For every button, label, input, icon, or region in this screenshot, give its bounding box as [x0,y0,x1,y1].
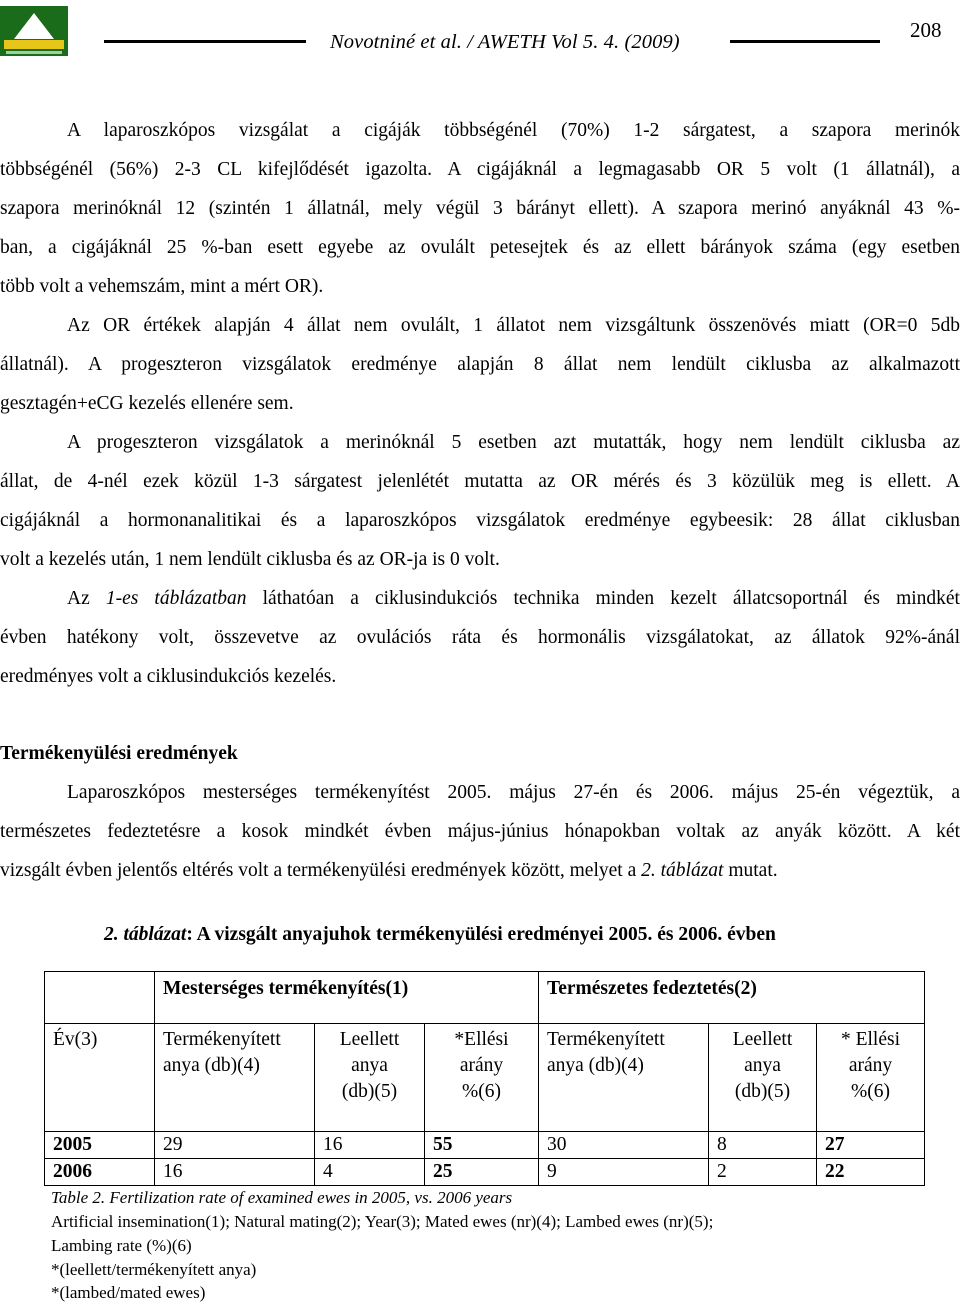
section-heading: Termékenyülési eredmények [0,743,238,764]
cell-nm-lambed [709,1132,817,1159]
body-line: gesztagén+eCG kezelés ellenére sem. [0,393,294,414]
cell-nm-lambed [709,1159,817,1186]
header-line: *Ellési [454,1029,509,1050]
group-header-ai-label: Mesterséges termékenyítés(1) [163,978,409,999]
body-line: volt a kezelés után, 1 nem lendült ciklusba és az OR-ja is 0 volt. [0,549,500,570]
cell-value: 25 [433,1161,453,1182]
body-line: többségénél (56%) 2-3 CL kifejlődését igazolta. A cigájáknál a legmagasabb OR 5 volt (1 állatnál), a [0,159,960,180]
body-line: természetes fedeztetésre a kosok mindkét évben május-június hónapokban voltak az anyák között. A két [0,821,960,842]
cell-year [45,1159,155,1186]
cell-value: 29 [163,1134,183,1155]
cell-nm-mated [539,1159,709,1186]
text-run: láthatóan a ciklusindukciós technika minden kezelt állatcsoportnál és mindkét [246,588,960,609]
body-line: ban, a cigájáknál 25 %-ban esett egyebe az ovulált petesejtek és az ellett bárányok száma (egy esetben [0,237,960,258]
col-header-nm-lambed [709,1024,817,1132]
cell-ai-mated [155,1132,315,1159]
cell-value: 16 [323,1134,343,1155]
col-header-year-label: Év(3) [53,1029,98,1050]
journal-logo [0,6,68,56]
cell-nm-rate [817,1132,925,1159]
logo-triangle-icon [14,13,54,39]
cell-ai-rate [425,1132,539,1159]
header-line: (db)(5) [341,1081,398,1102]
header-line: anya [744,1055,781,1076]
logo-band-icon [4,40,64,49]
journal-citation: Novotniné et al. / AWETH Vol 5. 4. (2009) [330,31,680,53]
group-header-ai [155,972,539,1024]
col-header-year [45,1024,155,1132]
cell-year [45,1132,155,1159]
body-line: állat, de 4-nél ezek közül 1-3 sárgatest jelenlétét mutatta az OR mérés és 3 közülük meg is ellett. A [0,471,960,492]
header-line: %(6) [851,1081,890,1102]
body-line: Az OR értékek alapján 4 állat nem ovulált, 1 állatot nem vizsgáltunk összenövés miatt (OR=0 5db [67,315,960,336]
cell-value: 2 [717,1161,727,1182]
col-header-ai-rate [425,1024,539,1132]
table-note-formula: *(leellett/termékenyített anya) [51,1260,257,1279]
table-note-title: Table 2. Fertilization rate of examined ewes in 2005, vs. 2006 years [51,1188,513,1207]
cell-value: 9 [547,1161,557,1182]
header-rule-right [730,40,880,43]
cell-ai-lambed [315,1132,425,1159]
header-line: Leellett [339,1029,400,1050]
cell-value: 2006 [53,1161,92,1182]
table-caption [104,924,776,946]
table-reference: 1-es táblázatban [105,588,247,609]
body-line: több volt a vehemszám, mint a mért OR). [0,276,324,297]
header-line: * Ellési [840,1029,901,1050]
cell-ai-rate [425,1159,539,1186]
cell-value: 30 [547,1134,567,1155]
body-line: A progeszteron vizsgálatok a merinóknál 5 esetben azt mutatták, hogy nem lendült ciklusba az [67,432,960,453]
header-line: anya [351,1055,388,1076]
table-note-legend: Lambing rate (%)(6) [51,1236,192,1255]
header-line: Termékenyített [547,1029,665,1050]
cell-value: 4 [323,1161,333,1182]
text-run: vizsgált évben jelentős eltérés volt a termékenyülési eredmények között, melyet a [0,860,642,881]
group-header-nm [539,972,925,1024]
body-line: állatnál). A progeszteron vizsgálatok eredménye alapján 8 állat nem lendült ciklusba az alkalmazott [0,354,960,375]
col-header-nm-mated [539,1024,709,1132]
table-group-header-row [45,972,925,1024]
logo-base-icon [6,51,62,54]
header-line: Termékenyített [163,1029,281,1050]
col-header-ai-mated [155,1024,315,1132]
body-line: A laparoszkópos vizsgálat a cigáják többségénél (70%) 1-2 sárgatest, a szapora merinók [67,120,960,141]
header-line: arány [459,1055,504,1076]
col-header-nm-rate [817,1024,925,1132]
header-line: Leellett [732,1029,793,1050]
body-line: Laparoszkópos mesterséges termékenyítést 2005. május 27-én és 2006. május 25-én végeztük, a [67,782,960,803]
cell-value: 27 [825,1134,845,1155]
header-line: (db)(5) [734,1081,791,1102]
table-reference: 2. táblázat [641,860,724,881]
cell-value: 55 [433,1134,453,1155]
cell-value: 8 [717,1134,727,1155]
table-caption-label: 2. táblázat [104,924,187,945]
cell-value: 2005 [53,1134,92,1155]
group-header-nm-label: Természetes fedeztetés(2) [547,978,757,999]
body-line [0,860,960,882]
table-caption-text: : A vizsgált anyajuhok termékenyülési eredményei 2005. és 2006. évben [186,924,776,945]
table-note-formula: *(lambed/mated ewes) [51,1283,206,1302]
body-line [0,588,960,610]
header-line: anya (db)(4) [547,1055,644,1076]
table-row [45,1159,925,1186]
body-line: szapora merinóknál 12 (szintén 1 állatnál, mely végül 3 bárányt ellett). A szapora merinó anyáknál 43 %- [0,198,960,219]
table-empty-cell [45,972,155,1024]
table-row [45,1132,925,1159]
fertility-table [44,971,925,1186]
cell-value: 16 [163,1161,183,1182]
page-number: 208 [910,18,942,42]
header-line: anya (db)(4) [163,1055,260,1076]
cell-nm-mated [539,1132,709,1159]
header-line: %(6) [462,1081,501,1102]
table-note-legend: Artificial insemination(1); Natural mating(2); Year(3); Mated ewes (nr)(4); Lambed ewes (nr)(5); [51,1212,714,1231]
header-line: arány [848,1055,893,1076]
cell-value: 22 [825,1161,845,1182]
body-line: eredményes volt a ciklusindukciós kezelés. [0,666,337,687]
cell-ai-lambed [315,1159,425,1186]
cell-nm-rate [817,1159,925,1186]
text-run: mutat. [723,860,778,881]
body-line: cigájáknál a hormonanalitikai és a laparoszkópos vizsgálatok eredménye egybeesik: 28 állat ciklusban [0,510,960,531]
cell-ai-mated [155,1159,315,1186]
table-column-header-row [45,1024,925,1132]
body-line: évben hatékony volt, összevetve az ovulációs ráta és hormonális vizsgálatokat, az állatok 92%-ánál [0,627,960,648]
text-run: Az [67,588,106,609]
header-rule-left [104,40,306,43]
col-header-ai-lambed [315,1024,425,1132]
